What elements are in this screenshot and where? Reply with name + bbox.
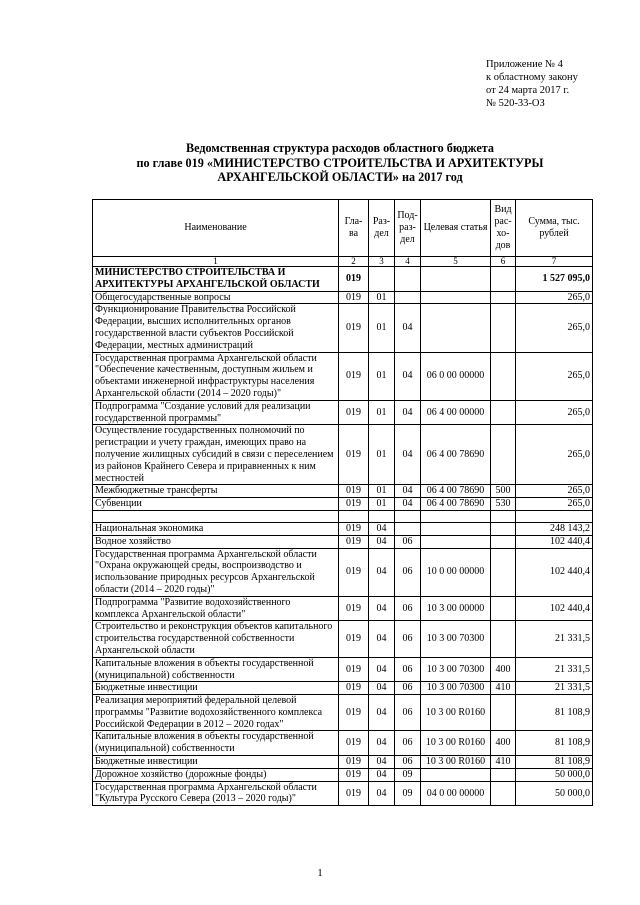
header-razdel: Раз-дел	[369, 200, 395, 257]
cell-target: 06 4 00 00000	[421, 400, 491, 425]
cell-sum: 1 527 095,0	[516, 267, 593, 292]
cell-sum: 50 000,0	[516, 768, 593, 781]
column-number: 1	[93, 257, 339, 267]
budget-table	[92, 199, 593, 806]
cell-sum: 21 331,5	[516, 682, 593, 695]
cell-name: Реализация мероприятий федеральной целевой программы "Развитие водохозяйственного комплекса Российской Федерации в 2012 – 2020 годах"	[93, 695, 339, 731]
header-target: Целевая статья	[421, 200, 491, 257]
cell-name: Субвенции	[93, 498, 339, 511]
cell-vid	[491, 510, 516, 522]
cell-razdel: 01	[369, 291, 395, 304]
cell-target	[421, 291, 491, 304]
cell-name: Водное хозяйство	[93, 535, 339, 548]
cell-glava: 019	[339, 621, 369, 657]
cell-glava: 019	[339, 695, 369, 731]
cell-name: Бюджетные инвестиции	[93, 756, 339, 769]
cell-glava: 019	[339, 731, 369, 756]
cell-target	[421, 510, 491, 522]
cell-glava: 019	[339, 781, 369, 806]
cell-podrazdel: 06	[395, 621, 421, 657]
cell-name: Государственная программа Архангельской области "Охрана окружающей среды, воспроизводство и использование природных ресурсов Архангельской области (2014 – 2020 годы)"	[93, 548, 339, 596]
cell-podrazdel: 04	[395, 425, 421, 485]
cell-vid	[491, 291, 516, 304]
cell-glava: 019	[339, 498, 369, 511]
header-glava: Гла-ва	[339, 200, 369, 257]
appendix-line: к областному закону	[486, 72, 578, 83]
cell-podrazdel: 06	[395, 695, 421, 731]
cell-target: 06 4 00 78690	[421, 498, 491, 511]
cell-podrazdel	[395, 510, 421, 522]
title-line: Ведомственная структура расходов областного бюджета	[186, 141, 494, 155]
cell-target	[421, 267, 491, 292]
cell-razdel: 01	[369, 400, 395, 425]
cell-razdel	[369, 510, 395, 522]
cell-name: Капитальные вложения в объекты государственной (муниципальной) собственности	[93, 731, 339, 756]
cell-sum: 81 108,9	[516, 731, 593, 756]
cell-sum: 81 108,9	[516, 695, 593, 731]
table-row	[93, 596, 593, 621]
table-row	[93, 267, 593, 292]
cell-podrazdel: 06	[395, 596, 421, 621]
cell-vid: 400	[491, 731, 516, 756]
column-number: 5	[421, 257, 491, 267]
cell-vid	[491, 535, 516, 548]
cell-razdel: 01	[369, 485, 395, 498]
cell-vid: 400	[491, 657, 516, 682]
cell-podrazdel: 04	[395, 400, 421, 425]
cell-target	[421, 522, 491, 535]
cell-podrazdel: 09	[395, 768, 421, 781]
cell-vid: 410	[491, 682, 516, 695]
cell-podrazdel: 06	[395, 535, 421, 548]
cell-name: Осуществление государственных полномочий по регистрации и учету граждан, имеющих право на получение жилищных субсидий в связи с переселением из районов Крайнего Севера и приравненных к ним местностей	[93, 425, 339, 485]
cell-podrazdel: 06	[395, 657, 421, 682]
cell-target: 06 4 00 78690	[421, 425, 491, 485]
cell-name: Капитальные вложения в объекты государственной (муниципальной) собственности	[93, 657, 339, 682]
cell-podrazdel: 09	[395, 781, 421, 806]
table-row	[93, 352, 593, 400]
cell-vid	[491, 425, 516, 485]
cell-vid	[491, 522, 516, 535]
table-row	[93, 768, 593, 781]
cell-vid	[491, 781, 516, 806]
cell-podrazdel: 06	[395, 756, 421, 769]
header-name: Наименование	[93, 200, 339, 257]
cell-vid	[491, 304, 516, 352]
page-number: 1	[317, 867, 323, 879]
cell-name: Государственная программа Архангельской области "Обеспечение качественным, доступным жильем и объектами инженерной инфраструктуры населения Архангельской области (2014 – 2020 годы)"	[93, 352, 339, 400]
table-header-row	[93, 200, 593, 257]
cell-razdel: 04	[369, 621, 395, 657]
cell-glava: 019	[339, 548, 369, 596]
cell-razdel	[369, 267, 395, 292]
cell-razdel: 04	[369, 695, 395, 731]
cell-target: 04 0 00 00000	[421, 781, 491, 806]
table-row	[93, 781, 593, 806]
table-row	[93, 657, 593, 682]
cell-target: 06 0 00 00000	[421, 352, 491, 400]
cell-sum: 265,0	[516, 352, 593, 400]
cell-target: 06 4 00 78690	[421, 485, 491, 498]
header-sum: Сумма, тыс. рублей	[516, 200, 593, 257]
appendix-line: от 24 марта 2017 г.	[486, 85, 570, 96]
cell-name: Государственная программа Архангельской области "Культура Русского Севера (2013 – 2020 годы)"	[93, 781, 339, 806]
cell-name: МИНИСТЕРСТВО СТРОИТЕЛЬСТВА И АРХИТЕКТУРЫ АРХАНГЕЛЬСКОЙ ОБЛАСТИ	[93, 267, 339, 292]
table-row	[93, 756, 593, 769]
cell-sum: 102 440,4	[516, 596, 593, 621]
cell-name: Межбюджетные трансферты	[93, 485, 339, 498]
cell-name: Подпрограмма "Создание условий для реализации государственной программы"	[93, 400, 339, 425]
cell-sum: 265,0	[516, 304, 593, 352]
cell-razdel: 04	[369, 682, 395, 695]
cell-sum: 248 143,2	[516, 522, 593, 535]
cell-name: Общегосударственные вопросы	[93, 291, 339, 304]
document-title	[80, 141, 600, 185]
table-row	[93, 425, 593, 485]
cell-glava: 019	[339, 768, 369, 781]
cell-podrazdel: 06	[395, 731, 421, 756]
cell-razdel: 04	[369, 548, 395, 596]
table-row	[93, 731, 593, 756]
column-number: 2	[339, 257, 369, 267]
cell-vid	[491, 621, 516, 657]
cell-target: 10 3 00 00000	[421, 596, 491, 621]
cell-sum: 102 440,4	[516, 548, 593, 596]
appendix-note	[486, 58, 578, 110]
cell-razdel: 01	[369, 304, 395, 352]
cell-vid	[491, 400, 516, 425]
cell-target: 10 3 00 R0160	[421, 695, 491, 731]
cell-sum: 21 331,5	[516, 657, 593, 682]
cell-podrazdel	[395, 291, 421, 304]
cell-glava: 019	[339, 425, 369, 485]
cell-sum: 81 108,9	[516, 756, 593, 769]
cell-vid: 410	[491, 756, 516, 769]
cell-razdel: 01	[369, 425, 395, 485]
cell-glava: 019	[339, 756, 369, 769]
column-number: 4	[395, 257, 421, 267]
cell-vid	[491, 768, 516, 781]
cell-glava: 019	[339, 522, 369, 535]
table-row	[93, 400, 593, 425]
cell-podrazdel	[395, 522, 421, 535]
appendix-line: № 520-33-ОЗ	[486, 98, 545, 109]
table-row	[93, 291, 593, 304]
cell-vid: 500	[491, 485, 516, 498]
cell-vid: 530	[491, 498, 516, 511]
cell-sum: 21 331,5	[516, 621, 593, 657]
cell-glava: 019	[339, 352, 369, 400]
cell-glava: 019	[339, 657, 369, 682]
cell-sum: 265,0	[516, 485, 593, 498]
cell-glava: 019	[339, 291, 369, 304]
cell-glava: 019	[339, 485, 369, 498]
cell-podrazdel	[395, 267, 421, 292]
cell-podrazdel: 04	[395, 352, 421, 400]
cell-glava: 019	[339, 400, 369, 425]
cell-podrazdel: 06	[395, 548, 421, 596]
table-row	[93, 535, 593, 548]
cell-name: Строительство и реконструкция объектов капитального строительства государственной собственности Архангельской области	[93, 621, 339, 657]
cell-razdel: 04	[369, 522, 395, 535]
title-line: по главе 019 «МИНИСТЕРСТВО СТРОИТЕЛЬСТВА И АРХИТЕКТУРЫ	[136, 155, 544, 170]
cell-sum: 265,0	[516, 498, 593, 511]
column-number-row	[93, 257, 593, 267]
header-podrazdel: Под-раз-дел	[395, 200, 421, 257]
table-row	[93, 498, 593, 511]
cell-razdel: 01	[369, 498, 395, 511]
cell-razdel: 04	[369, 768, 395, 781]
cell-podrazdel: 06	[395, 682, 421, 695]
table-row	[93, 485, 593, 498]
table-row	[93, 304, 593, 352]
cell-razdel: 04	[369, 535, 395, 548]
cell-name: Подпрограмма "Развитие водохозяйственного комплекса Архангельской области"	[93, 596, 339, 621]
cell-sum	[516, 510, 593, 522]
cell-razdel: 01	[369, 352, 395, 400]
cell-sum: 102 440,4	[516, 535, 593, 548]
cell-name: Национальная экономика	[93, 522, 339, 535]
cell-target: 10 3 00 R0160	[421, 756, 491, 769]
table-row	[93, 682, 593, 695]
cell-glava: 019	[339, 267, 369, 292]
cell-razdel: 04	[369, 756, 395, 769]
cell-sum: 50 000,0	[516, 781, 593, 806]
column-number: 7	[516, 257, 593, 267]
cell-sum: 265,0	[516, 425, 593, 485]
cell-name: Бюджетные инвестиции	[93, 682, 339, 695]
table-row	[93, 695, 593, 731]
column-number: 6	[491, 257, 516, 267]
cell-target: 10 3 00 70300	[421, 621, 491, 657]
cell-name	[93, 510, 339, 522]
cell-vid	[491, 352, 516, 400]
appendix-line: Приложение № 4	[486, 59, 563, 70]
cell-vid	[491, 596, 516, 621]
table-row	[93, 522, 593, 535]
cell-glava: 019	[339, 596, 369, 621]
column-number: 3	[369, 257, 395, 267]
cell-podrazdel: 04	[395, 498, 421, 511]
cell-vid	[491, 695, 516, 731]
cell-target	[421, 535, 491, 548]
cell-target	[421, 304, 491, 352]
cell-glava: 019	[339, 304, 369, 352]
cell-podrazdel: 04	[395, 485, 421, 498]
cell-name: Функционирование Правительства Российской Федерации, высших исполнительных органов государственной власти субъектов Российской Федерации, местных администраций	[93, 304, 339, 352]
cell-podrazdel: 04	[395, 304, 421, 352]
table-row	[93, 510, 593, 522]
cell-glava: 019	[339, 682, 369, 695]
cell-razdel: 04	[369, 657, 395, 682]
cell-target: 10 3 00 R0160	[421, 731, 491, 756]
cell-razdel: 04	[369, 781, 395, 806]
table-row	[93, 621, 593, 657]
cell-razdel: 04	[369, 731, 395, 756]
cell-glava	[339, 510, 369, 522]
title-line: АРХАНГЕЛЬСКОЙ ОБЛАСТИ» на 2017 год	[217, 170, 463, 184]
cell-sum: 265,0	[516, 291, 593, 304]
cell-vid	[491, 267, 516, 292]
table-row	[93, 548, 593, 596]
cell-razdel: 04	[369, 596, 395, 621]
cell-sum: 265,0	[516, 400, 593, 425]
header-vid: Вид рас-хо-дов	[491, 200, 516, 257]
cell-target: 10 0 00 00000	[421, 548, 491, 596]
cell-glava: 019	[339, 535, 369, 548]
cell-target: 10 3 00 70300	[421, 682, 491, 695]
cell-target	[421, 768, 491, 781]
cell-target: 10 3 00 70300	[421, 657, 491, 682]
cell-vid	[491, 548, 516, 596]
cell-name: Дорожное хозяйство (дорожные фонды)	[93, 768, 339, 781]
